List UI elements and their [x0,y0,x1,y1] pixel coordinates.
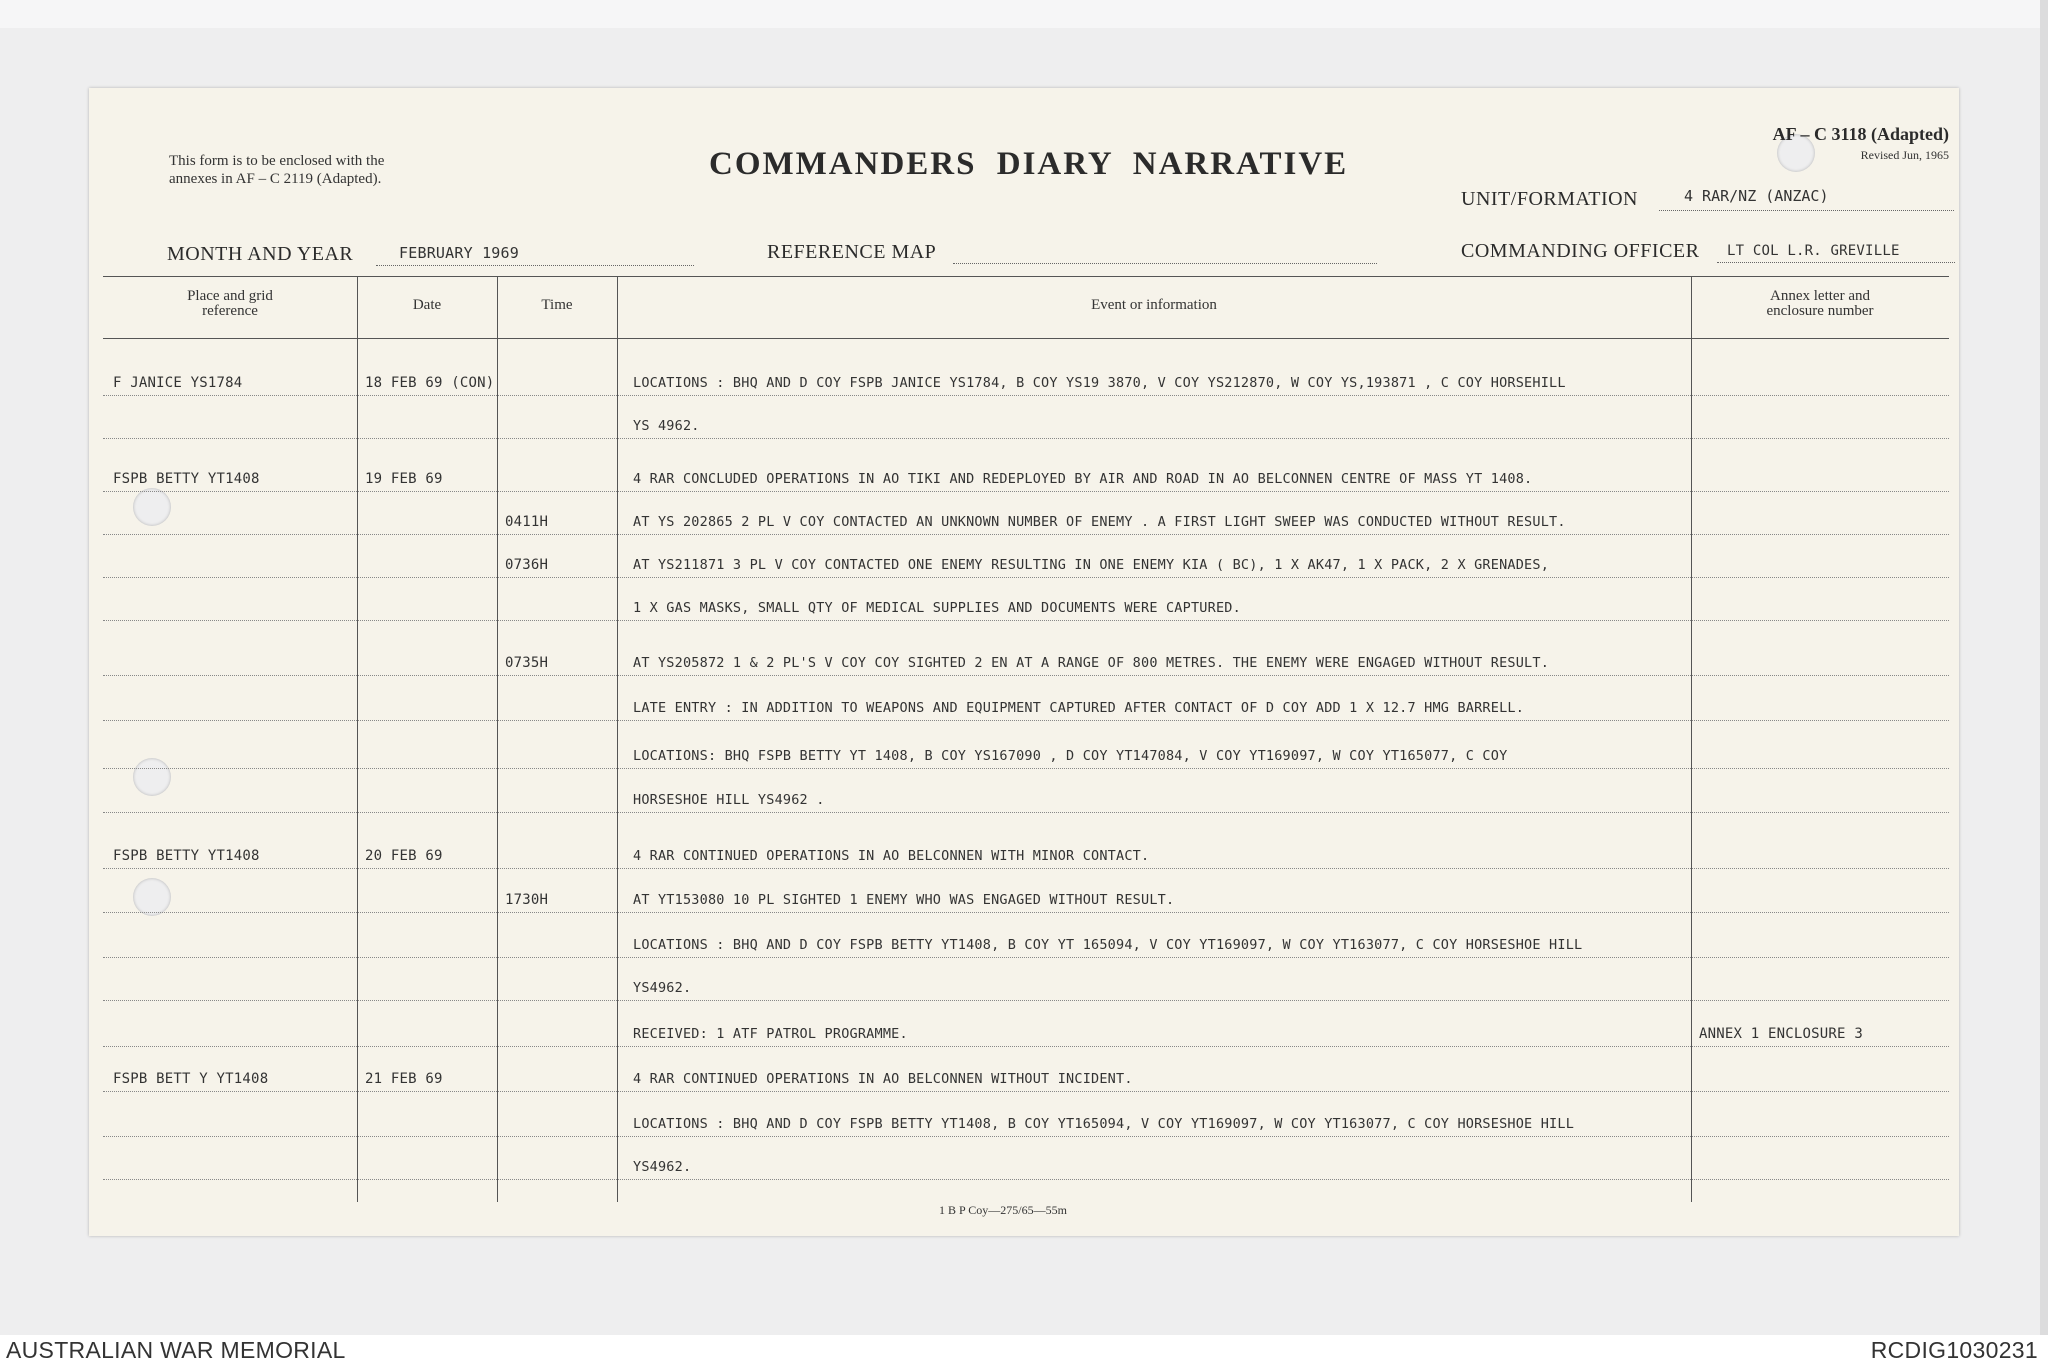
entry-event: AT YS205872 1 & 2 PL'S V COY COY SIGHTED 2 EN AT A RANGE OF 800 METRES. THE ENEMY WERE ENGAGED WITHOUT RESULT. [633,655,1550,671]
archive-reference: RCDIG1030231 [1870,1337,2038,1363]
column-divider [357,276,358,1202]
table-top-rule [103,276,1949,277]
reference-map-label: REFERENCE MAP [767,241,937,263]
scan-top-band [0,0,2048,28]
row-dotline [103,1091,1949,1092]
entry-annex: ANNEX 1 ENCLOSURE 3 [1699,1026,1863,1042]
column-header-annex [1691,289,1949,319]
unit-formation-label: UNIT/FORMATION [1461,188,1638,210]
row-dotline [103,491,1949,492]
entry-event: LOCATIONS : BHQ AND D COY FSPB BETTY YT1408, B COY YT165094, V COY YT169097, W COY YT163077, C COY HORSESHOE HILL [633,1116,1575,1132]
row-dotline [103,812,1949,813]
entry-place: FSPB BETT Y YT1408 [113,1071,269,1087]
row-dotline [103,438,1949,439]
row-dotline [103,768,1949,769]
column-header-annex-line1: Annex letter and [1770,288,1870,304]
column-header-time: Time [541,297,573,313]
commanding-officer-value: LT COL L.R. GREVILLE [1727,243,1900,259]
entry-place: FSPB BETTY YT1408 [113,848,260,864]
entry-event: 4 RAR CONTINUED OPERATIONS IN AO BELCONNEN WITHOUT INCIDENT. [633,1071,1133,1087]
column-divider [617,276,618,1202]
column-header-annex-line2: enclosure number [1766,303,1874,319]
column-header-place [103,289,357,319]
entry-time: 1730H [505,892,549,908]
revised-date: Revised Jun, 1965 [1860,148,1949,162]
enclosure-note [169,152,384,188]
row-dotline [103,957,1949,958]
enclosure-note-line1: This form is to be enclosed with the [169,153,385,169]
row-dotline [103,1136,1949,1137]
form-number: AF – C 3118 (Adapted) [1772,124,1949,144]
entry-place: FSPB BETTY YT1408 [113,471,260,487]
column-header-place-line2: reference [202,303,258,319]
row-dotline [103,720,1949,721]
table-header-rule [103,338,1949,339]
commanding-officer-dotline [1717,262,1955,263]
unit-formation-dotline [1659,210,1954,211]
entry-event: RECEIVED: 1 ATF PATROL PROGRAMME. [633,1026,908,1042]
entry-event: 1 X GAS MASKS, SMALL QTY OF MEDICAL SUPPLIES AND DOCUMENTS WERE CAPTURED. [633,600,1241,616]
entry-event: AT YS 202865 2 PL V COY CONTACTED AN UNKNOWN NUMBER OF ENEMY . A FIRST LIGHT SWEEP WAS CONDUCTED WITHOUT RESULT. [633,514,1566,530]
entry-event: LOCATIONS : BHQ AND D COY FSPB BETTY YT1408, B COY YT 165094, V COY YT169097, W COY YT163077, C COY HORSESHOE HILL [633,937,1583,953]
entry-date: 19 FEB 69 [365,471,443,487]
month-year-dotline [376,265,694,266]
form-title: COMMANDERS DIARY NARRATIVE [709,146,1349,182]
column-divider [497,276,498,1202]
row-dotline [103,620,1949,621]
scan-edge-strip [2040,0,2048,1335]
commanding-officer-label: COMMANDING OFFICER [1461,240,1700,262]
column-divider [1691,276,1692,1202]
entry-event: AT YT153080 10 PL SIGHTED 1 ENEMY WHO WAS ENGAGED WITHOUT RESULT. [633,892,1175,908]
row-dotline [103,868,1949,869]
month-year-label: MONTH AND YEAR [167,243,354,265]
entry-event: YS4962. [633,980,692,996]
entry-event: 4 RAR CONCLUDED OPERATIONS IN AO TIKI AND REDEPLOYED BY AIR AND ROAD IN AO BELCONNEN CENTRE OF MASS YT 1408. [633,471,1533,487]
row-dotline [103,1000,1949,1001]
reference-map-dotline [953,263,1377,264]
diary-form-sheet [89,88,1959,1236]
entry-event: LOCATIONS: BHQ FSPB BETTY YT 1408, B COY YS167090 , D COY YT147084, V COY YT169097, W COY YT165077, C COY [633,748,1508,764]
row-dotline [103,912,1949,913]
row-dotline [103,577,1949,578]
entry-event: 4 RAR CONTINUED OPERATIONS IN AO BELCONNEN WITH MINOR CONTACT. [633,848,1150,864]
entry-event: YS 4962. [633,418,700,434]
entry-event: AT YS211871 3 PL V COY CONTACTED ONE ENEMY RESULTING IN ONE ENEMY KIA ( BC), 1 X AK47, 1 X PACK, 2 X GRENADES, [633,557,1550,573]
printer-imprint: 1 B P Coy—275/65—55m [939,1203,1067,1217]
entry-place: F JANICE YS1784 [113,375,243,391]
entry-date: 21 FEB 69 [365,1071,443,1087]
row-dotline [103,1179,1949,1180]
entry-date: 18 FEB 69 (CON) [365,375,495,391]
row-dotline [103,395,1949,396]
entry-event: YS4962. [633,1159,692,1175]
enclosure-note-line2: annexes in AF – C 2119 (Adapted). [169,171,382,187]
entry-date: 20 FEB 69 [365,848,443,864]
entry-event: LATE ENTRY : IN ADDITION TO WEAPONS AND EQUIPMENT CAPTURED AFTER CONTACT OF D COY ADD 1 X 12.7 HMG BARRELL. [633,700,1525,716]
entry-event: HORSESHOE HILL YS4962 . [633,792,825,808]
row-dotline [103,675,1949,676]
entry-time: 0411H [505,514,549,530]
row-dotline [103,534,1949,535]
unit-formation-value: 4 RAR/NZ (ANZAC) [1684,187,1829,205]
entry-event: LOCATIONS : BHQ AND D COY FSPB JANICE YS1784, B COY YS19 3870, V COY YS212870, W COY YS,193871 , C COY HORSEHILL [633,375,1566,391]
diary-table [103,276,1949,1202]
month-year-value: FEBRUARY 1969 [399,244,519,262]
row-dotline [103,1046,1949,1047]
column-header-event: Event or information [1091,297,1217,313]
archive-name: AUSTRALIAN WAR MEMORIAL [6,1337,346,1363]
entry-time: 0736H [505,557,549,573]
column-header-date: Date [412,297,442,313]
entry-time: 0735H [505,655,549,671]
column-header-place-line1: Place and grid [187,288,273,304]
